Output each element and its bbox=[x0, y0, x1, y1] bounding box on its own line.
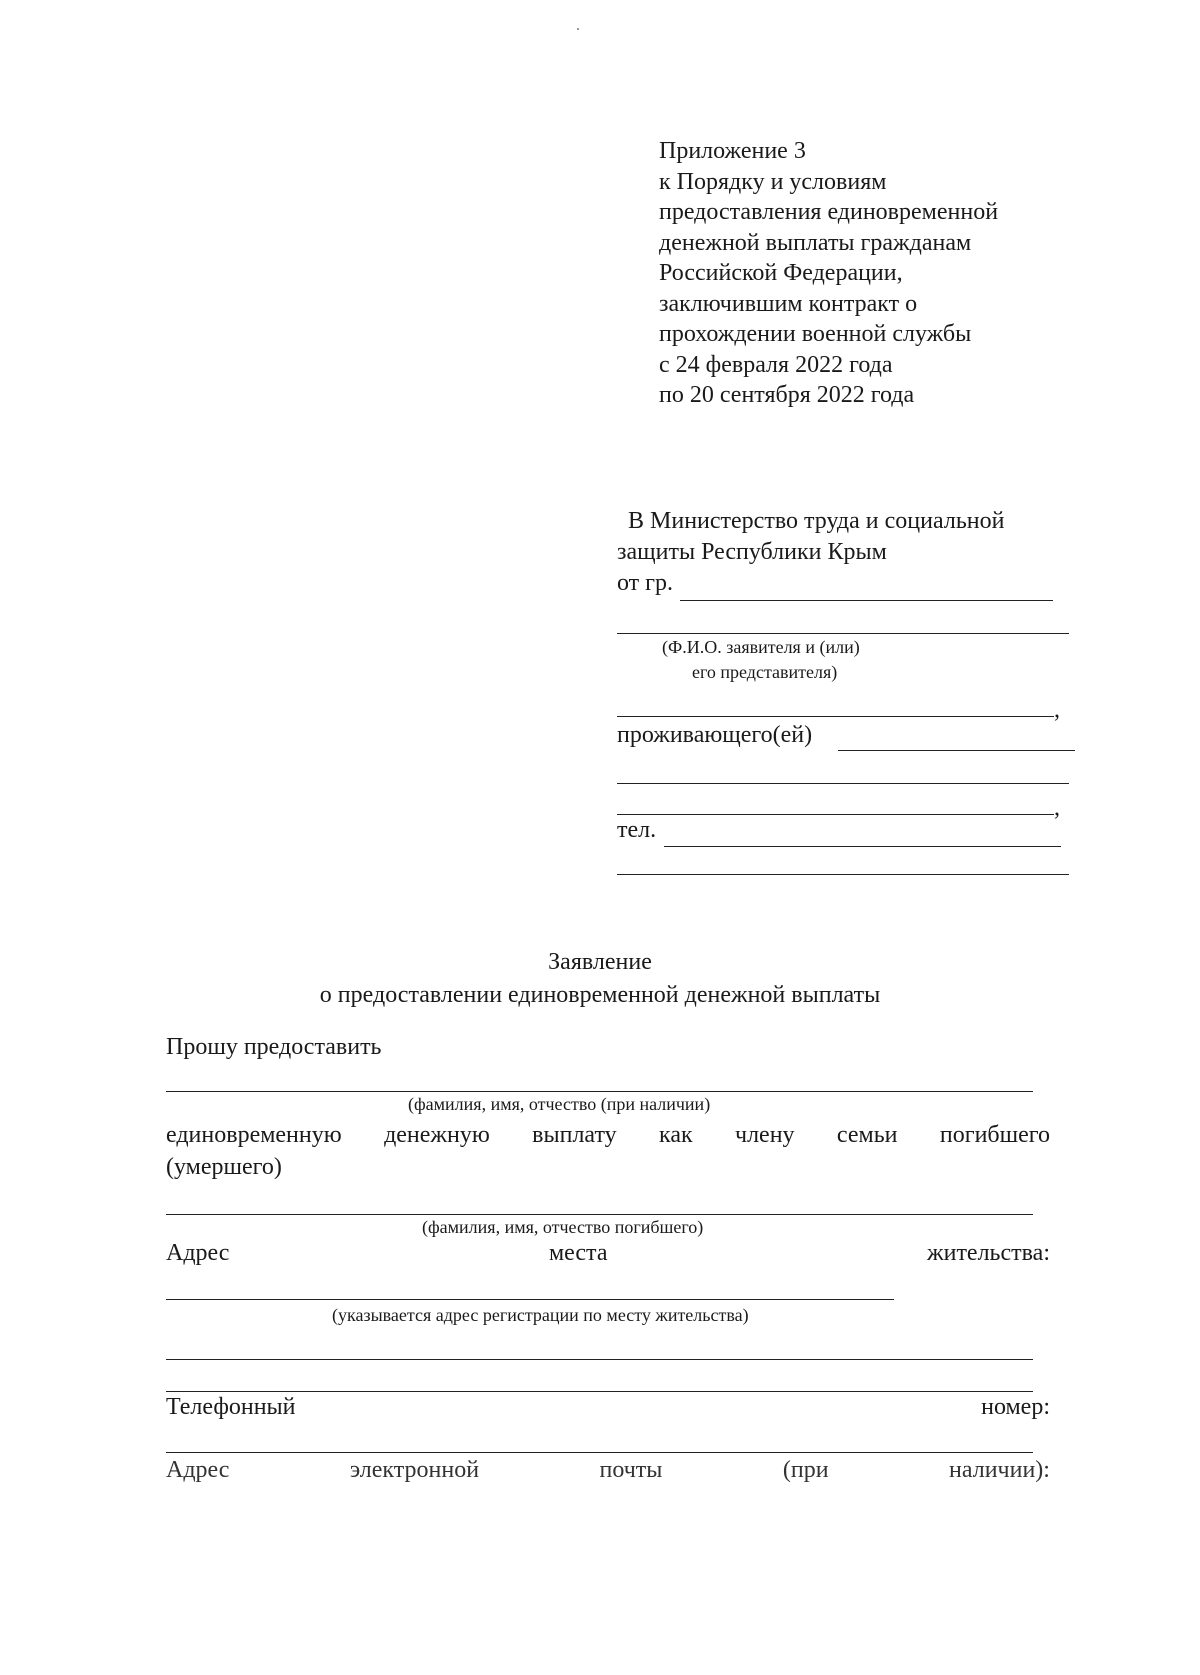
appendix-line: заключившим контракт о bbox=[659, 290, 918, 317]
address-line bbox=[166, 1240, 1050, 1267]
word: места bbox=[548, 1240, 608, 1266]
request-text: Прошу предоставить bbox=[166, 1034, 382, 1060]
caption-deceased: (фамилия, имя, отчество погибшего) bbox=[422, 1217, 704, 1237]
word: как bbox=[659, 1122, 693, 1148]
word: единовременную bbox=[166, 1122, 342, 1148]
address-field-1[interactable] bbox=[166, 1299, 894, 1300]
appendix-line: предоставления единовременной bbox=[659, 199, 999, 225]
recipient-name-field[interactable] bbox=[166, 1091, 1033, 1092]
representative-field[interactable] bbox=[617, 716, 1054, 717]
appendix-line: прохождении военной службы bbox=[659, 321, 972, 347]
phone-field-2[interactable] bbox=[617, 874, 1069, 875]
word: электронной bbox=[349, 1457, 480, 1483]
from-name-field-2[interactable] bbox=[617, 633, 1069, 634]
appendix-line: денежной выплаты гражданам bbox=[659, 229, 972, 256]
addressee-to-line2: защиты Республики Крым bbox=[617, 539, 887, 565]
word: семьи bbox=[836, 1122, 898, 1148]
caption-address: (указывается адрес регистрации по месту жительства) bbox=[332, 1305, 749, 1325]
payment-line bbox=[166, 1122, 1050, 1149]
email-line bbox=[166, 1457, 1050, 1484]
statement-title: Заявление bbox=[548, 949, 652, 975]
phone-field[interactable] bbox=[664, 846, 1061, 847]
residence-field-3[interactable] bbox=[617, 814, 1054, 815]
word: члену bbox=[735, 1122, 795, 1148]
word: погибшего bbox=[939, 1122, 1050, 1148]
residing-label: проживающего(ей) bbox=[617, 722, 813, 748]
residence-field-1[interactable] bbox=[838, 750, 1075, 751]
deceased-name-field[interactable] bbox=[166, 1214, 1033, 1215]
word: (при bbox=[782, 1457, 829, 1483]
residence-field-2[interactable] bbox=[617, 783, 1069, 784]
comma: , bbox=[1054, 795, 1060, 821]
word: номер: bbox=[981, 1394, 1050, 1420]
appendix-line: по 20 сентября 2022 года bbox=[659, 382, 915, 408]
appendix-header bbox=[659, 136, 1079, 411]
word: Адрес bbox=[166, 1457, 230, 1483]
from-name-field[interactable] bbox=[680, 600, 1053, 601]
word: Адрес bbox=[166, 1240, 230, 1266]
phone-label: тел. bbox=[617, 817, 657, 843]
word: выплату bbox=[532, 1122, 617, 1148]
word: почты bbox=[599, 1457, 663, 1483]
appendix-line: Приложение 3 bbox=[659, 138, 806, 164]
fio-caption-line1: (Ф.И.О. заявителя и (или) bbox=[662, 637, 860, 657]
appendix-line: Российской Федерации, bbox=[659, 260, 903, 286]
word: жительства: bbox=[927, 1240, 1050, 1266]
word: денежную bbox=[384, 1122, 490, 1148]
statement-subtitle: о предоставлении единовременной денежной выплаты bbox=[319, 982, 881, 1008]
phone-number-field[interactable] bbox=[166, 1452, 1033, 1453]
phone-line bbox=[166, 1394, 1050, 1421]
caption-fio: (фамилия, имя, отчество (при наличии) bbox=[408, 1094, 711, 1114]
appendix-line: к Порядку и условиям bbox=[659, 168, 887, 195]
comma: , bbox=[1054, 697, 1060, 723]
word: Телефонный bbox=[166, 1394, 296, 1420]
word: наличии): bbox=[949, 1457, 1050, 1483]
appendix-line: с 24 февраля 2022 года bbox=[659, 351, 893, 378]
deceased-paren: (умершего) bbox=[166, 1154, 282, 1180]
from-label: от гр. bbox=[617, 570, 674, 596]
fio-caption-line2: его представителя) bbox=[692, 662, 838, 682]
address-field-3[interactable] bbox=[166, 1391, 1033, 1392]
scan-speck bbox=[577, 28, 579, 30]
addressee-to-line1: В Министерство труда и социальной bbox=[628, 508, 1005, 534]
address-field-2[interactable] bbox=[166, 1359, 1033, 1360]
